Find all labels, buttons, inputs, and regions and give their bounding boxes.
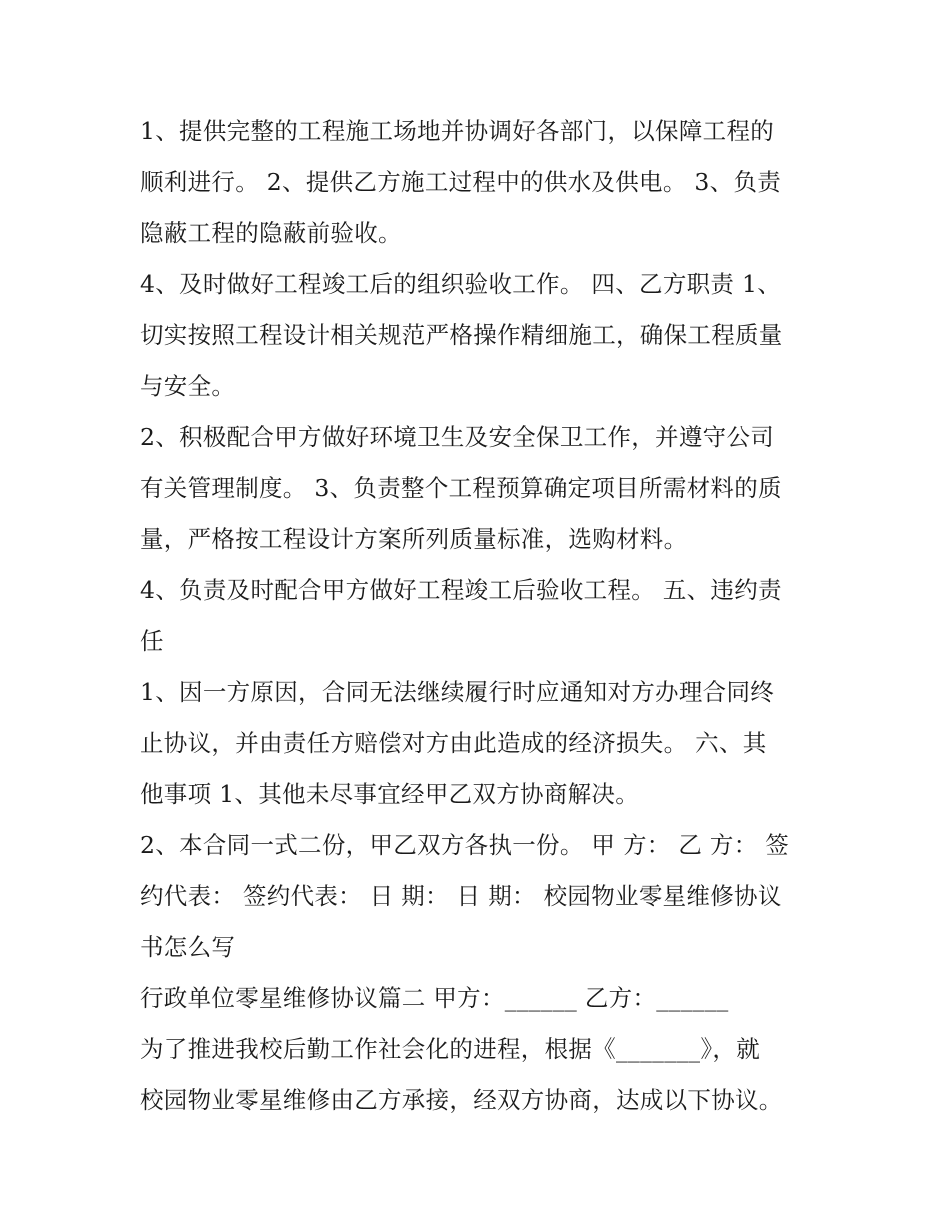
text-line: 2、积极配合甲方做好环境卫生及安全保卫工作，并遵守公司 [140,423,775,451]
text-line: 量，严格按工程设计方案所列质量标准，选购材料。 [140,525,688,553]
text-line: 他事项 1、其他未尽事宜经甲乙双方协商解决。 [140,780,640,808]
text-line: 书怎么写 [140,933,236,961]
text-line: 4、负责及时配合甲方做好工程竣工后验收工程。 五、违约责 [140,576,782,604]
text-line: 约代表： 签约代表： 日 期： 日 期： 校园物业零星维修协议 [140,882,782,910]
text-line: 校园物业零星维修由乙方承接，经双方协商，达成以下协议。 [140,1086,783,1114]
text-line: 1、提供完整的工程施工场地并协调好各部门，以保障工程的 [140,117,775,145]
text-line: 1、因一方原因，合同无法继续履行时应通知对方办理合同终 [140,678,775,706]
text-line: 4、及时做好工程竣工后的组织验收工作。 四、乙方职责 1、 [140,270,782,298]
document-body [140,106,820,1126]
text-line: 与安全。 [140,372,236,400]
text-line: 止协议，并由责任方赔偿对方由此造成的经济损失。 六、其 [140,729,767,757]
text-line: 行政单位零星维修协议篇二 甲方：______ 乙方：______ [140,984,729,1012]
text-line: 切实按照工程设计相关规范严格操作精细施工，确保工程质量 [140,321,783,349]
text-line: 2、本合同一式二份，甲乙双方各执一份。 甲 方： 乙 方： 签 [140,831,790,859]
text-line: 顺利进行。 2、提供乙方施工过程中的供水及供电。 3、负责 [140,168,782,196]
text-line: 隐蔽工程的隐蔽前验收。 [140,219,402,247]
text-line: 任 [140,627,164,655]
text-line: 为了推进我校后勤工作社会化的进程，根据《_______》，就 [140,1035,760,1063]
text-line: 有关管理制度。 3、负责整个工程预算确定项目所需材料的质 [140,474,782,502]
